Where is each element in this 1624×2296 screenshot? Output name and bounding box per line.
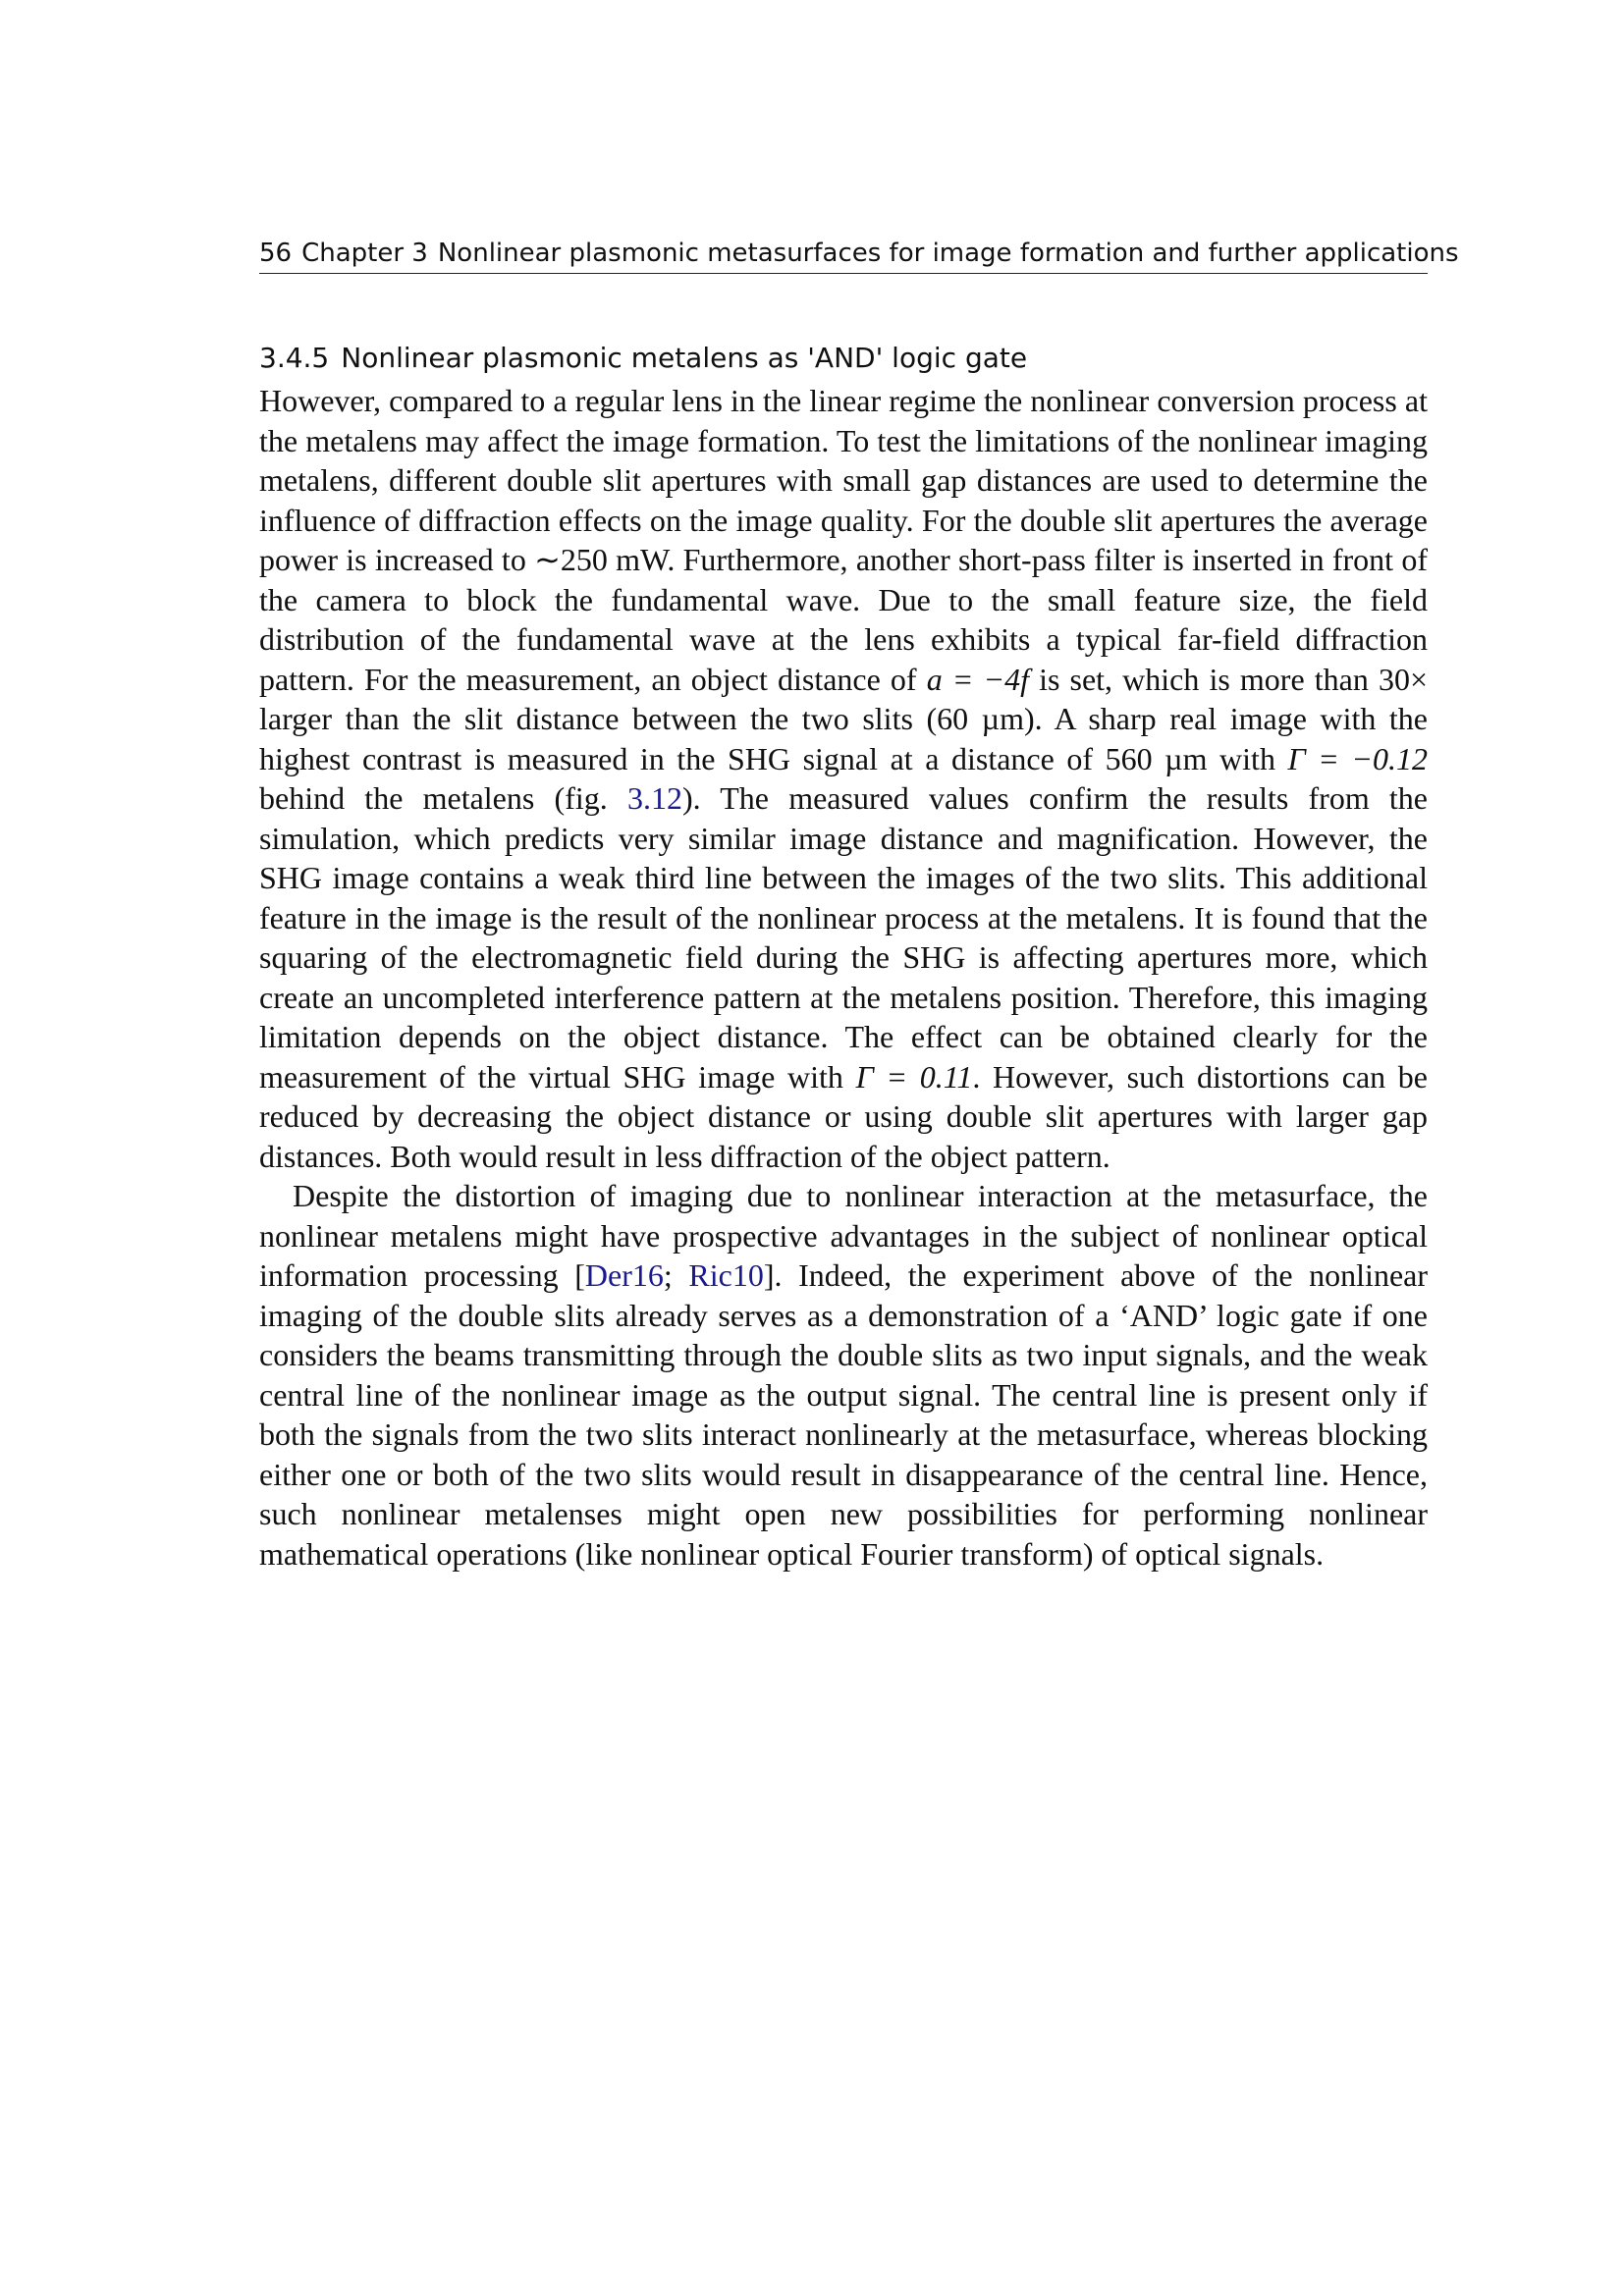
math-magnification-virtual: Γ = 0.11 (855, 1058, 973, 1095)
paragraph-1-text-e: . However, such distortions can be reduced by decreasing the object distance or using double slit apertures with larger gap distances. Both would result in less diffraction of the object pattern. (259, 1058, 1429, 1174)
figure-reference-link[interactable]: 3.12 (626, 780, 682, 816)
section-title: Nonlinear plasmonic metalens as 'AND' logic gate (341, 342, 1028, 374)
citation-link-der16[interactable]: Der16 (584, 1257, 664, 1293)
paragraph-2-text-b: ]. Indeed, the experiment above of the nonlinear imaging of the double slits already serves as a demonstration of a ‘AND’ logic gate if one considers the beams transmitting through the double slits as two input signals, and the weak central line of the nonlinear image as the output signal. The central line is present only if both the signals from the two slits interact nonlinearly at the metasurface, whereas blocking either one or both of the two slits would result in disappearance of the central line. Hence, such nonlinear metalenses might open new possibilities for performing nonlinear mathematical operations (like nonlinear optical Fourier transform) of optical signals. (259, 1257, 1429, 1572)
math-magnification-real: Γ = −0.12 (1287, 740, 1429, 776)
chapter-label: Chapter 3 (301, 239, 428, 268)
paragraph-2 (259, 1176, 1428, 1574)
section-number: 3.4.5 (259, 342, 330, 374)
math-object-distance: a = −4f (926, 661, 1029, 697)
citation-link-ric10[interactable]: Ric10 (688, 1257, 764, 1293)
paragraph-1 (259, 381, 1428, 1176)
section-heading (259, 339, 1428, 378)
paragraph-2-text-a: Despite the distortion of imaging due to nonlinear interaction at the metasurface, the nonlinear metalens might have prospective advantages in the subject of nonlinear optical information processing [ (259, 1178, 1428, 1293)
chapter-title: Nonlinear plasmonic metasurfaces for image formation and further applications (437, 239, 1459, 268)
body-text (259, 381, 1428, 1574)
running-header (259, 234, 1459, 273)
page-number: 56 (259, 239, 293, 268)
paragraph-1-text-c: behind the metalens (fig. (259, 780, 627, 816)
citation-separator: ; (663, 1257, 689, 1293)
paragraph-1-text-b: is set, which is more than 30× larger than the slit distance between the two slits (60 µm). A sharp real image with the highest contrast is measured in the SHG signal at a distance of 560 µm with (259, 661, 1429, 776)
paragraph-1-text-d: ). The measured values confirm the results from the simulation, which predicts very similar image distance and magnification. However, the SHG image contains a weak third line between the images of the two slits. This additional feature in the image is the result of the nonlinear process at the metalens. It is found that the squaring of the electromagnetic field during the SHG is affecting apertures more, which create an uncompleted interference pattern at the metalens position. Therefore, this imaging limitation depends on the object distance. The effect can be obtained clearly for the measurement of the virtual SHG image with (259, 780, 1429, 1095)
paragraph-1-text-a: However, compared to a regular lens in the linear regime the nonlinear conversion process at the metalens may affect the image formation. To test the limitations of the nonlinear imaging metalens, different double slit apertures with small gap distances are used to determine the influence of diffraction effects on the image quality. For the double slit apertures the average power is increased to ∼250 mW. Furthermore, another short-pass filter is inserted in front of the camera to block the fundamental wave. Due to the small feature size, the field distribution of the fundamental wave at the lens exhibits a typical far-field diffraction pattern. For the measurement, an object distance of (259, 383, 1428, 697)
header-rule (259, 273, 1428, 274)
